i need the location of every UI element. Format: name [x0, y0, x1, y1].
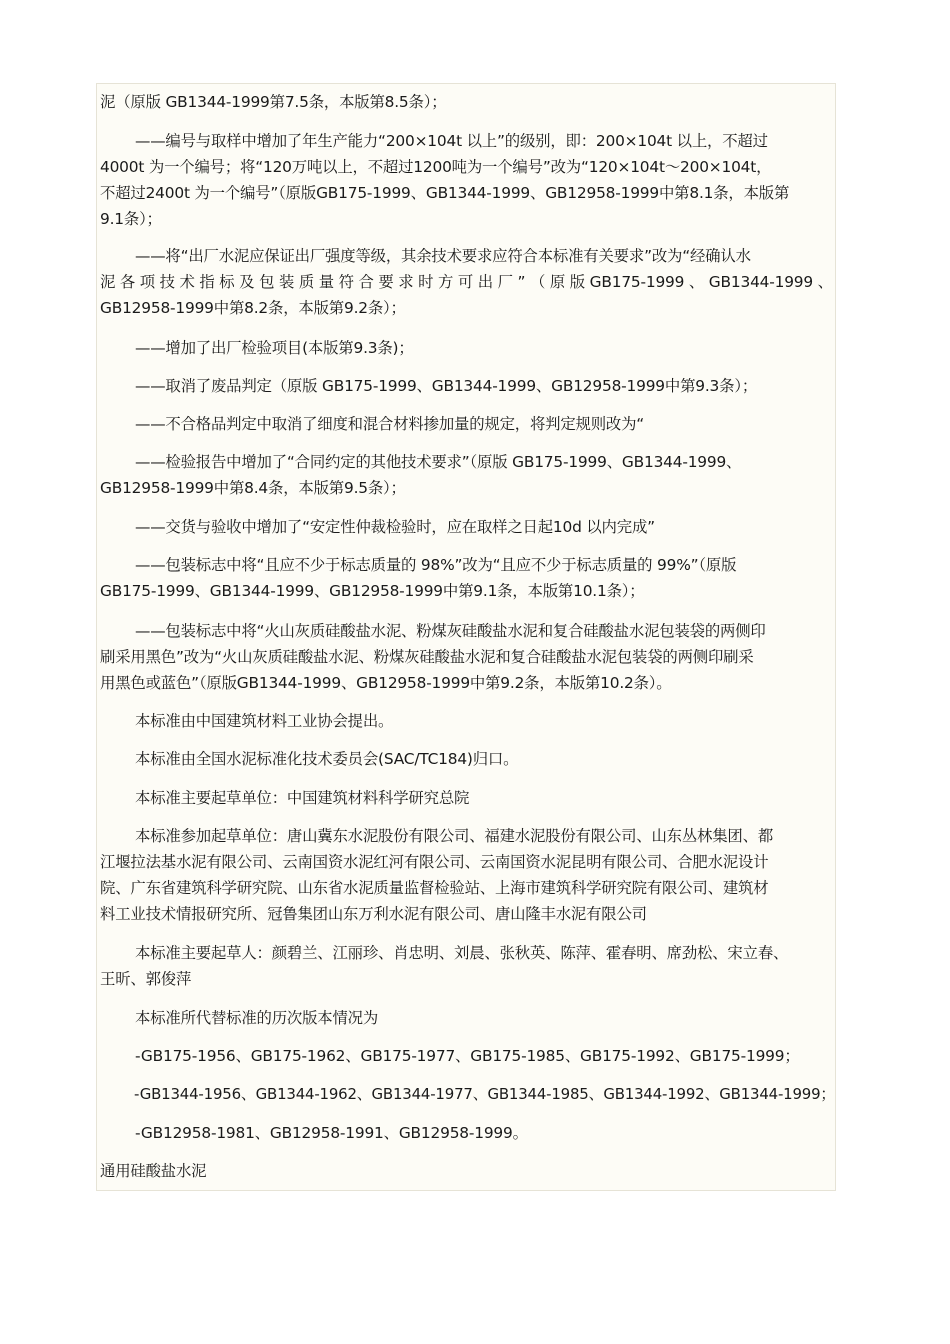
- paragraph-line: 本标准所代替标准的历次版本情况为: [135, 1009, 379, 1027]
- paragraph-line: 料工业技术情报研究所、冠鲁集团山东万利水泥有限公司、唐山隆丰水泥有限公司: [100, 905, 647, 923]
- paragraph: [100, 514, 836, 540]
- paragraph-line: ——将“出厂水泥应保证出厂强度等级，其余技术要求应符合本标准有关要求”改为“经确认水: [135, 247, 751, 265]
- paragraph-line: 不超过2400t 为一个编号”（原版GB175-1999、GB1344-1999、GB12958-1999中第8.1条，本版第: [100, 184, 790, 202]
- paragraph: [100, 1158, 836, 1184]
- paragraph-line: 本标准参加起草单位：唐山冀东水泥股份有限公司、福建水泥股份有限公司、山东丛林集团、都: [135, 827, 774, 845]
- paragraph: [100, 552, 836, 604]
- paragraph: [100, 243, 836, 321]
- paragraph-line: 王昕、郭俊萍: [100, 970, 192, 988]
- paragraph-line: 4000t 为一个编号；将“120万吨以上，不超过1200吨为一个编号”改为“120×104t～200×104t，: [100, 158, 772, 176]
- paragraph-line: 江堰拉法基水泥有限公司、云南国资水泥红河有限公司、云南国资水泥昆明有限公司、合肥水泥设计: [100, 853, 769, 871]
- paragraph-line: ——包装标志中将“火山灰质硅酸盐水泥、粉煤灰硅酸盐水泥和复合硅酸盐水泥包装袋的两侧印: [135, 622, 766, 640]
- paragraph-line: 本标准由全国水泥标准化技术委员会(SAC/TC184)归口。: [135, 750, 519, 768]
- paragraph: [100, 1120, 836, 1146]
- paragraph: [100, 708, 836, 734]
- paragraph: [100, 823, 836, 927]
- paragraph-line: 泥 各 项 技 术 指 标 及 包 装 质 量 符 合 要 求 时 方 可 出 厂 ” （ 原 版 GB175-1999 、 GB1344-1999 、: [100, 273, 833, 291]
- paragraph-line: ——编号与取样中增加了年生产能力“200×104t 以上”的级别，即：200×104t 以上，不超过: [135, 132, 768, 150]
- paragraph-line: 本标准主要起草单位：中国建筑材料科学研究总院: [135, 789, 470, 807]
- paragraph-line: ——取消了废品判定（原版 GB175-1999、GB1344-1999、GB12958-1999中第9.3条）；: [135, 377, 758, 395]
- paragraph-line: 通用硅酸盐水泥: [100, 1162, 207, 1180]
- paragraph-line: -GB12958-1981、GB12958-1991、GB12958-1999。: [135, 1124, 528, 1142]
- paragraph-line: ——增加了出厂检验项目(本版第9.3条)；: [135, 339, 414, 357]
- paragraph: [100, 335, 836, 361]
- paragraph-line: 本标准由中国建筑材料工业协会提出。: [135, 712, 394, 730]
- paragraph-line: 刷采用黑色”改为“火山灰质硅酸盐水泥、粉煤灰硅酸盐水泥和复合硅酸盐水泥包装袋的两侧印刷采: [100, 648, 754, 666]
- paragraph-line: -GB1344-1956、GB1344-1962、GB1344-1977、GB1344-1985、GB1344-1992、GB1344-1999；: [133, 1085, 836, 1103]
- paragraph-line: 9.1条）；: [100, 210, 162, 228]
- paragraph: [100, 618, 836, 696]
- paragraph-line: 本标准主要起草人：颜碧兰、江丽珍、肖忠明、刘晨、张秋英、陈萍、霍春明、席劲松、宋立春、: [135, 944, 789, 962]
- paragraph: [100, 411, 836, 437]
- paragraph-line: 泥（原版 GB1344-1999第7.5条，本版第8.5条）；: [100, 93, 447, 111]
- paragraph: [100, 1081, 836, 1107]
- paragraph: [100, 785, 836, 811]
- paragraph-line: 用黑色或蓝色”（原版GB1344-1999、GB12958-1999中第9.2条，本版第10.2条）。: [100, 674, 672, 692]
- paragraph: [100, 746, 836, 772]
- paragraph: [100, 373, 836, 399]
- paragraph: [100, 89, 836, 115]
- paragraph-line: ——包装标志中将“且应不少于标志质量的 98%”改为“且应不少于标志质量的 99%”（原版: [135, 556, 737, 574]
- paragraph: [100, 128, 836, 232]
- paragraph-line: 院、广东省建筑科学研究院、山东省水泥质量监督检验站、上海市建筑科学研究院有限公司、建筑材: [100, 879, 769, 897]
- paragraph-line: GB12958-1999中第8.4条，本版第9.5条）；: [100, 479, 406, 497]
- paragraph: [100, 1005, 836, 1031]
- paragraph: [100, 449, 836, 501]
- paragraph-line: ——不合格品判定中取消了细度和混合材料掺加量的规定，将判定规则改为“: [135, 415, 645, 433]
- paragraph: [100, 1043, 836, 1069]
- paragraph-line: GB175-1999、GB1344-1999、GB12958-1999中第9.1条，本版第10.1条）；: [100, 582, 645, 600]
- paragraph-line: -GB175-1956、GB175-1962、GB175-1977、GB175-1985、GB175-1992、GB175-1999；: [135, 1047, 800, 1065]
- paragraph-line: ——检验报告中增加了“合同约定的其他技术要求”（原版 GB175-1999、GB1344-1999、: [135, 453, 742, 471]
- paragraph: [100, 940, 836, 992]
- paragraph-line: ——交货与验收中增加了“安定性仲裁检验时，应在取样之日起10d 以内完成”: [135, 518, 655, 536]
- paragraph-line: GB12958-1999中第8.2条，本版第9.2条）；: [100, 299, 406, 317]
